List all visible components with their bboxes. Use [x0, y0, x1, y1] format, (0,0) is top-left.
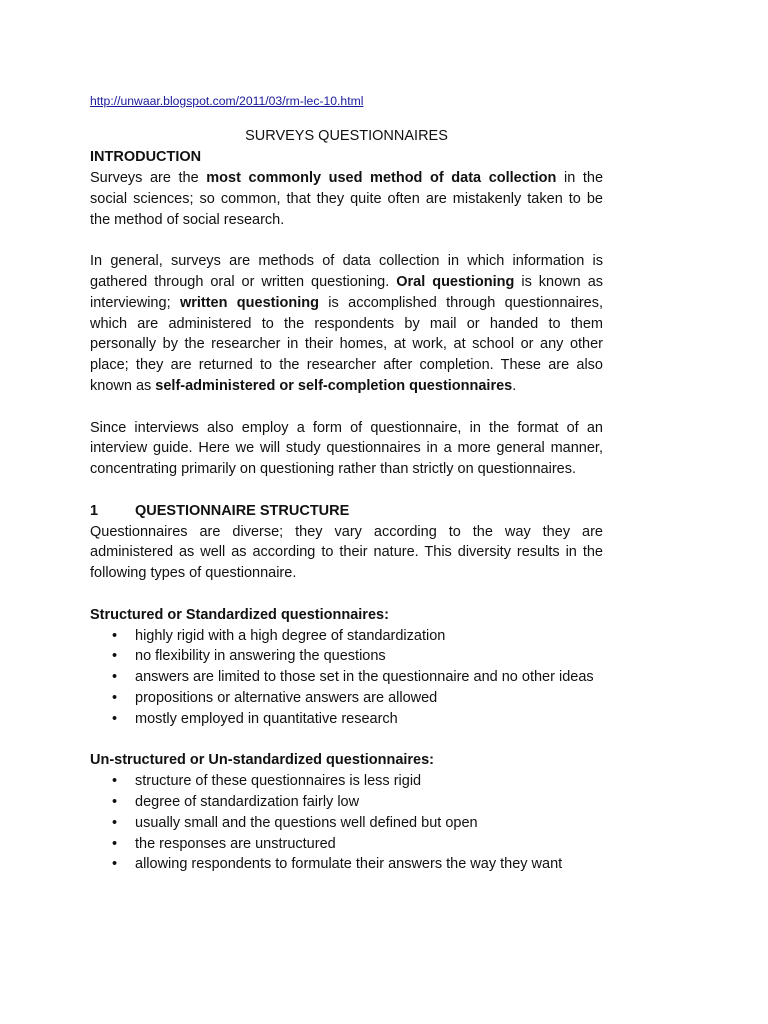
text-run: In general, surveys are methods of data collection in which information is gathered through oral or written questioning. [90, 253, 603, 290]
bullet-icon: • [112, 835, 118, 852]
list-item [90, 626, 603, 647]
emphasis-text: self-administered or self-completion questionnaires [155, 377, 513, 394]
list-item-text: structure of these questionnaires is less rigid [135, 773, 422, 790]
document-title: SURVEYS QUESTIONNAIRES [245, 128, 448, 144]
text-run: in the social sciences; so common, that they quite often are mistakenly taken to be the method of social research. [90, 170, 604, 228]
bullet-icon: • [112, 689, 118, 706]
unstructured-heading: Un-structured or Un-standardized questionnaires: [90, 752, 435, 769]
list-item-text: answers are limited to those set in the questionnaire and no other ideas [135, 669, 594, 686]
list-item-text: the responses are unstructured [135, 835, 336, 852]
bullet-icon: • [112, 648, 118, 665]
structured-list [90, 626, 603, 730]
intro-paragraph-2 [90, 251, 603, 397]
source-link[interactable]: http://unwaar.blogspot.com/2011/03/rm-lec-10.html [90, 94, 364, 108]
section-paragraph: Questionnaires are diverse; they vary according to the way they are administered as well as according to their nature. This diversity results in the following types of questionnaire. [90, 523, 603, 582]
text-run: Surveys are the [90, 170, 207, 186]
emphasis-text: Oral questioning [396, 273, 515, 290]
section-number: 1 [90, 502, 99, 519]
list-item [90, 646, 603, 667]
list-item-text: usually small and the questions well defined but open [135, 814, 478, 831]
list-item-text: no flexibility in answering the questions [135, 648, 386, 665]
list-item [90, 834, 603, 855]
bullet-icon: • [112, 814, 118, 831]
section-title: QUESTIONNAIRE STRUCTURE [135, 502, 350, 519]
list-item-text: allowing respondents to formulate their answers the way they want [135, 856, 563, 873]
list-item [90, 854, 603, 875]
bullet-icon: • [112, 627, 118, 644]
list-item-text: propositions or alternative answers are allowed [135, 689, 438, 706]
unstructured-list [90, 771, 603, 875]
list-item [90, 709, 603, 730]
introduction-heading: INTRODUCTION [90, 149, 202, 165]
intro-paragraph-1 [90, 168, 603, 230]
list-item-text: highly rigid with a high degree of standardization [135, 627, 446, 644]
list-item-text: degree of standardization fairly low [135, 793, 360, 810]
emphasis-text: most commonly used method of data collection [206, 170, 557, 186]
text-run: is known as interviewing; [90, 273, 604, 311]
text-run: is accomplished through questionnaires, which are administered to the respondents by mail or handed to them personally by the researcher in their homes, at work, at school or any other place; they are returned to the researcher after completion. These are also known as [90, 294, 603, 394]
structured-heading: Structured or Standardized questionnaires: [90, 606, 389, 623]
section-heading [90, 501, 603, 522]
list-item [90, 688, 603, 709]
list-item [90, 667, 603, 688]
emphasis-text: written questioning [179, 294, 319, 311]
bullet-icon: • [112, 710, 118, 727]
bullet-icon: • [112, 773, 118, 790]
list-item [90, 792, 603, 813]
document-page [90, 92, 603, 875]
text-run: . [512, 377, 517, 394]
list-item-text: mostly employed in quantitative research [135, 710, 398, 727]
list-item [90, 813, 603, 834]
intro-paragraph-3: Since interviews also employ a form of questionnaire, in the format of an interview guide. Here we will study questionnaires in a more general manner, concentrating primarily on questioning rather than strictly on questionnaires. [90, 419, 603, 478]
bullet-icon: • [112, 669, 118, 686]
bullet-icon: • [112, 793, 118, 810]
bullet-icon: • [112, 856, 118, 873]
list-item [90, 771, 603, 792]
